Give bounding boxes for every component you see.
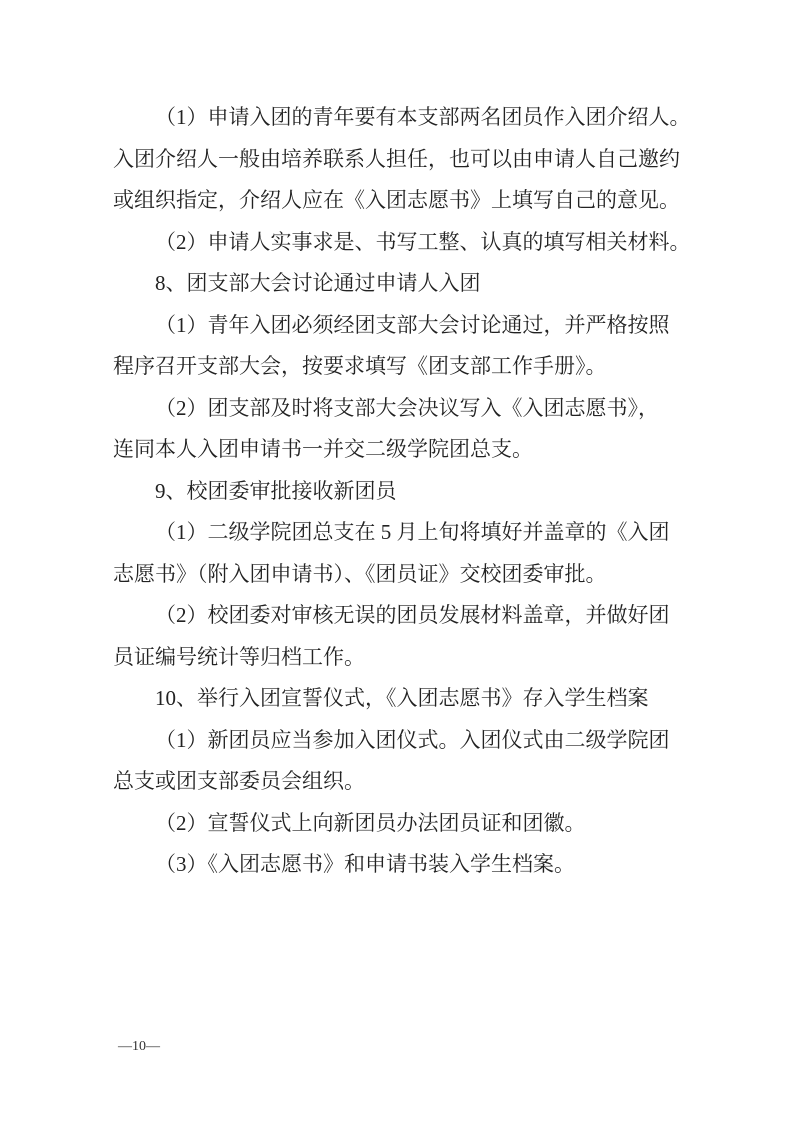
document-line: （2）宣誓仪式上向新团员办法团员证和团徽。 xyxy=(155,810,586,835)
document-line: （2）校团委对审核无误的团员发展材料盖章，并做好团 xyxy=(155,603,670,627)
document-heading-line: 8、团支部大会讨论通过申请人入团 xyxy=(155,271,481,295)
page-number: —10— xyxy=(118,1039,160,1054)
document-line: 或组织指定，介绍人应在《入团志愿书》上填写自己的意见。 xyxy=(113,188,680,212)
document-line: 志愿书》（附入团申请书）、《团员证》交校团委审批。 xyxy=(113,561,607,586)
document-line: 总支或团支部委员会组织。 xyxy=(113,769,365,793)
document-line: （1）新团员应当参加入团仪式。入团仪式由二级学院团 xyxy=(155,727,670,752)
document-line: 入团介绍人一般由培养联系人担任，也可以由申请人自己邀约 xyxy=(113,146,680,171)
document-line: （1）二级学院团总支在 5 月上旬将填好并盖章的《入团 xyxy=(155,520,670,544)
document-heading-line: 9、校团委审批接收新团员 xyxy=(155,478,397,503)
document-line: 连同本人入团申请书一并交二级学院团总支。 xyxy=(113,437,533,461)
document-line: （1）申请入团的青年要有本支部两名团员作入团介绍人。 xyxy=(155,105,691,129)
document-heading-line: 10、举行入团宣誓仪式，《入团志愿书》存入学生档案 xyxy=(155,686,649,710)
document-body xyxy=(113,97,691,886)
document-line: 员证编号统计等归档工作。 xyxy=(113,644,365,669)
document-line: （2）申请人实事求是、书写工整、认真的填写相关材料。 xyxy=(155,229,691,254)
document-line: 程序召开支部大会，按要求填写《团支部工作手册》。 xyxy=(113,354,607,378)
document-line: （1）青年入团必须经团支部大会讨论通过，并严格按照 xyxy=(155,312,670,337)
document-line: （2）团支部及时将支部大会决议写入《入团志愿书》， xyxy=(155,395,659,420)
document-line: （3）《入团志愿书》和申请书装入学生档案。 xyxy=(155,852,575,876)
